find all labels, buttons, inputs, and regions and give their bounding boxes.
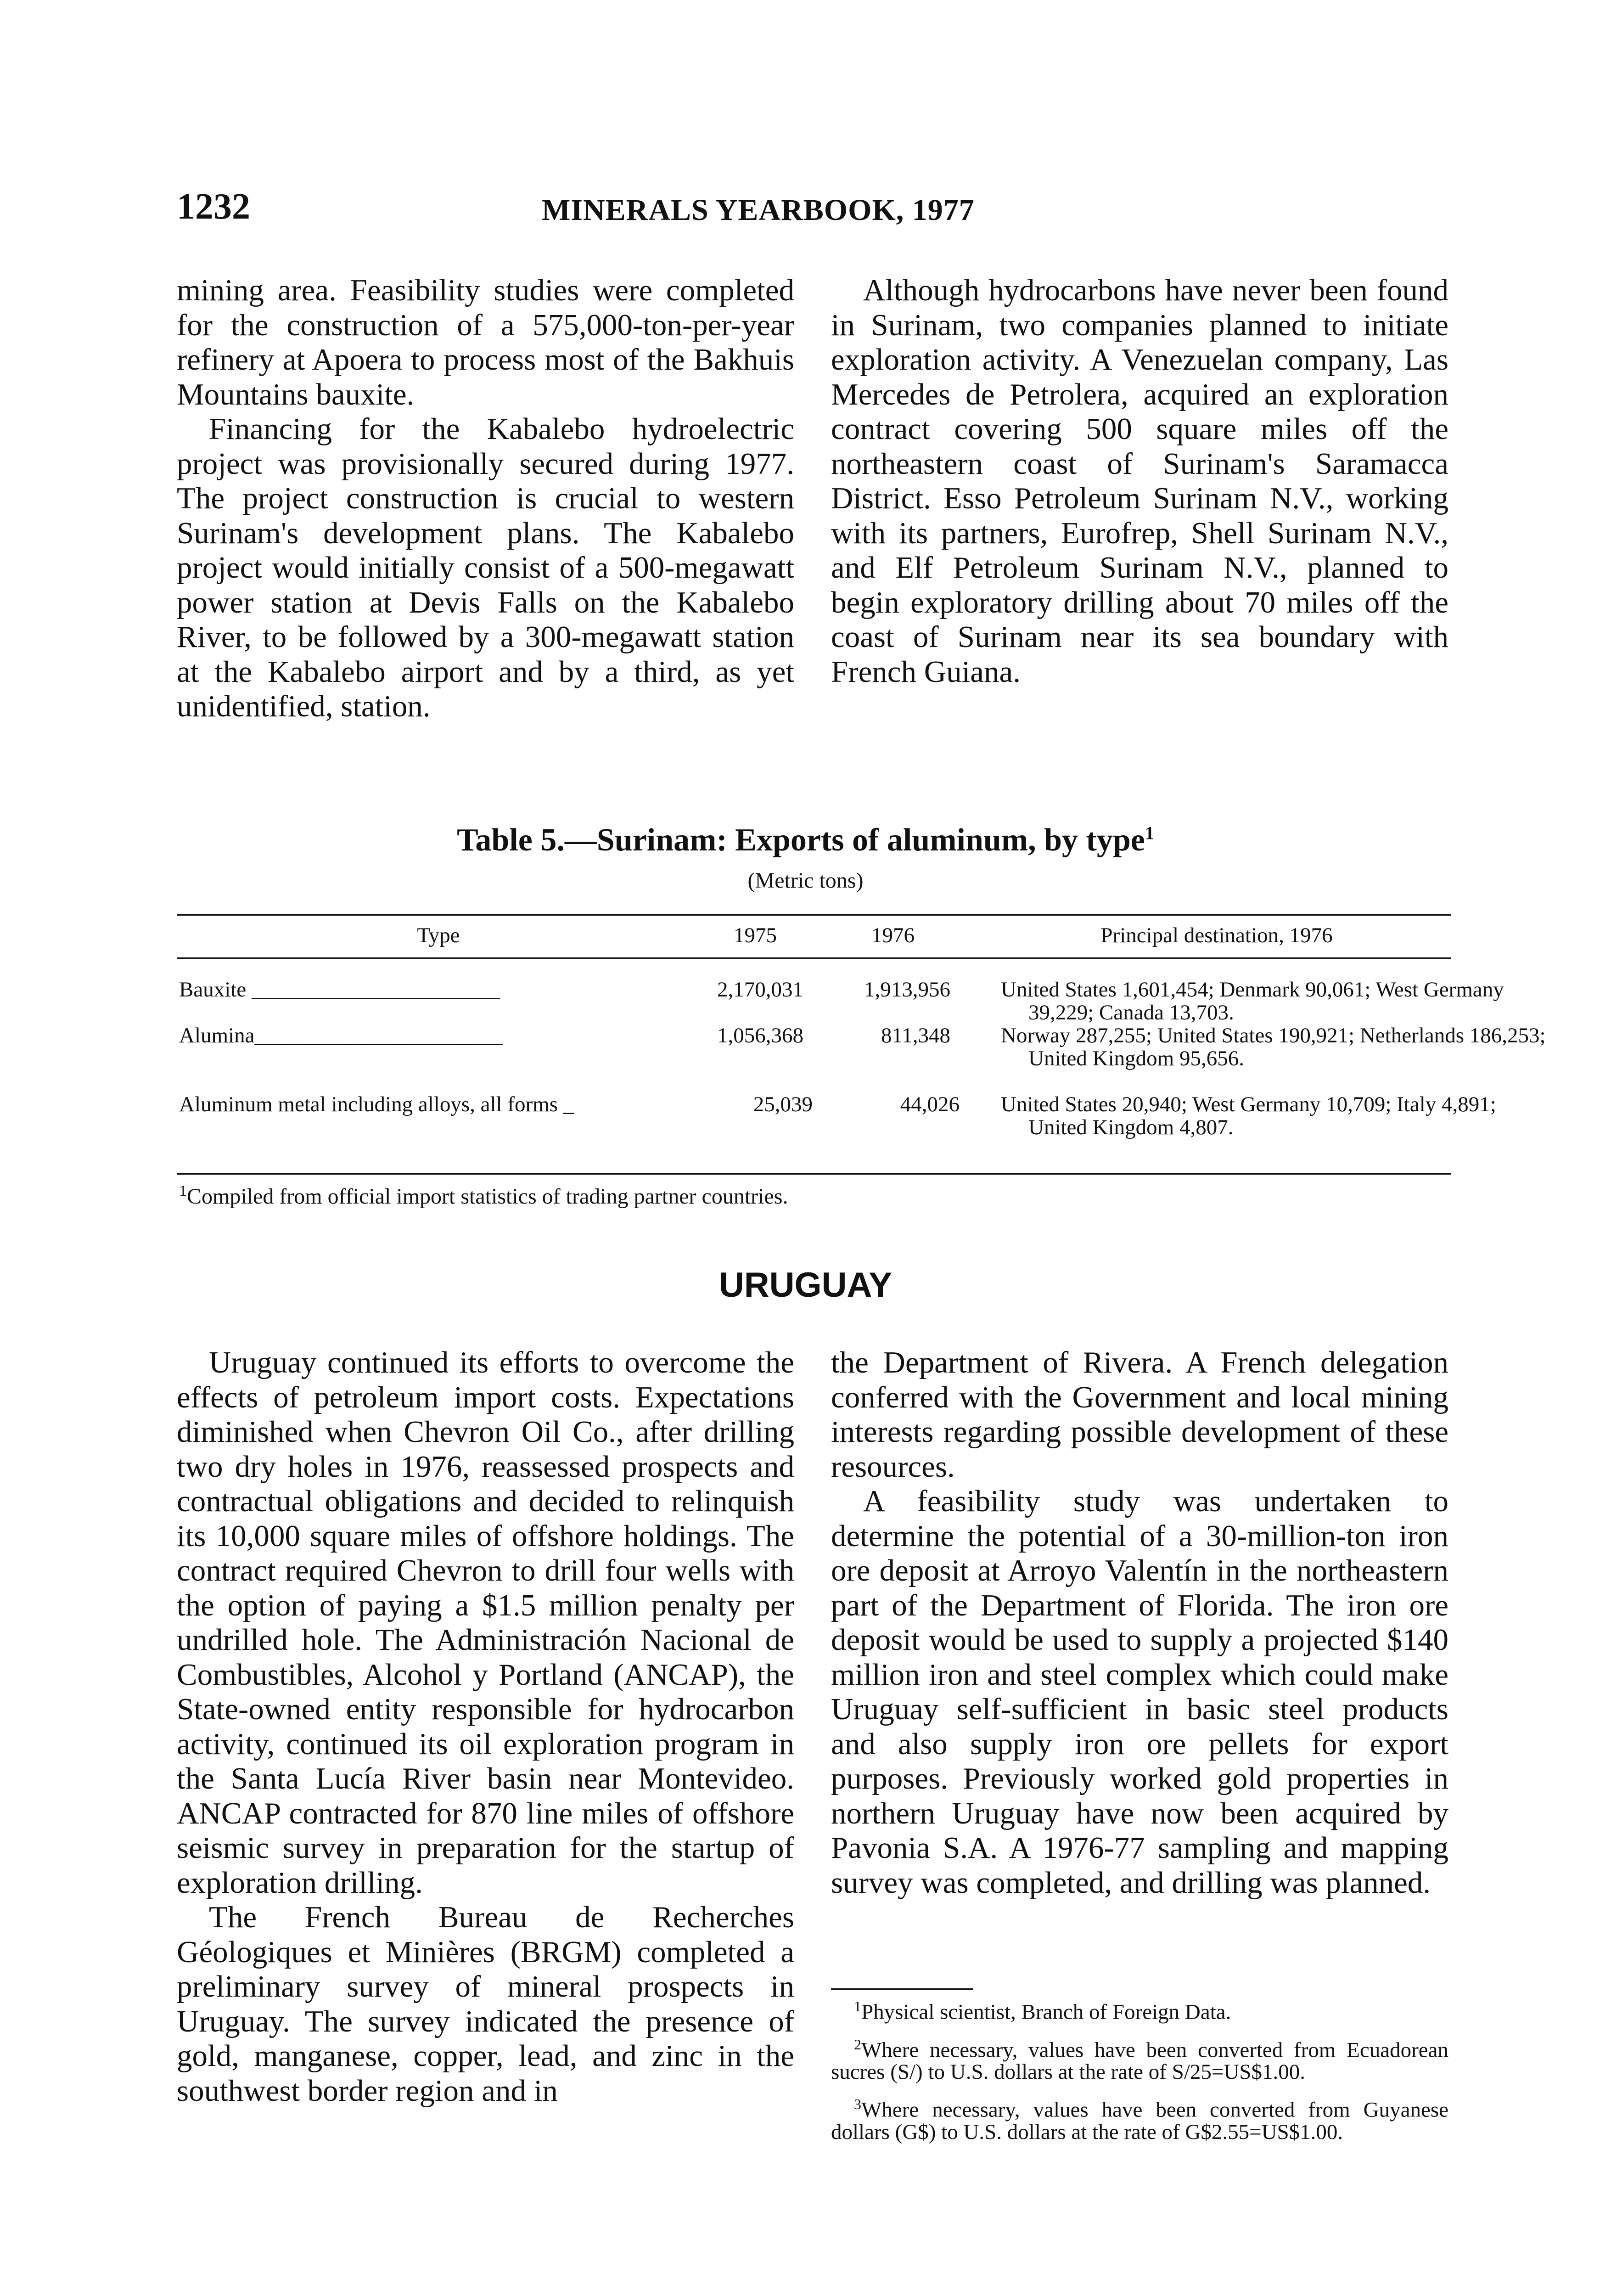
- running-title: MINERALS YEARBOOK, 1977: [542, 193, 975, 227]
- bottom-left-column: [177, 1345, 794, 2108]
- bottom-right-column: [831, 1345, 1448, 1900]
- destination-cell: Norway 287,255; United States 190,921; Netherlands 186,253; United Kingdom 95,656.: [1001, 1024, 1546, 1070]
- paragraph: Financing for the Kabalebo hydroelectric project was provisionally secured during 1977. The project construction is crucial to western Surinam's development plans. The Kabalebo project would initially consist of a 500-megawatt power station at Devis Falls on the Kabalebo River, to be followed by a 300-megawatt station at the Kabalebo airport and by a third, as yet unidentified, station.: [177, 412, 794, 723]
- table-row: [179, 1024, 503, 1047]
- footnote-marker: 2: [854, 2036, 861, 2053]
- table-top-rule: [177, 914, 1451, 916]
- destination-cell: United States 1,601,454; Denmark 90,061; West Germany 39,229; Canada 13,703.: [1001, 978, 1504, 1024]
- paragraph: mining area. Feasibility studies were completed for the construction of a 575,000-ton-per-year refinery at Apoera to process most of the Bakhuis Mountains bauxite.: [177, 273, 794, 411]
- header-1976: 1976: [871, 923, 915, 947]
- footnote: [831, 2093, 1448, 2143]
- leader-dots: _______________________: [254, 1024, 503, 1047]
- page-number: 1232: [177, 186, 250, 227]
- footnote-text: Where necessary, values have been converted from Ecuadorean sucres (S/) to U.S. dollars at the rate of S/25=US$1.00.: [831, 2038, 1448, 2084]
- leader-dots: _: [563, 1092, 574, 1116]
- value-1975: 25,039: [753, 1092, 813, 1116]
- table-title-footnote-ref: 1: [1145, 822, 1154, 844]
- section-title: URUGUAY: [718, 1266, 893, 1305]
- footnote: [831, 2033, 1448, 2083]
- table-row: [179, 1093, 574, 1116]
- value-1975: 2,170,031: [717, 978, 803, 1002]
- top-left-column: [177, 273, 794, 724]
- footnote: [831, 1995, 1448, 2023]
- paragraph: A feasibility study was undertaken to determine the potential of a 30-million-ton iron ore deposit at Arroyo Valentín in the northeastern part of the Department of Florida. The iron ore deposit would be used to supply a projected $140 million iron and steel complex which could make Uruguay self-sufficient in basic steel products and also supply iron ore pellets for export purposes. Previously worked gold properties in northern Uruguay have now been acquired by Pavonia S.A. A 1976-77 sampling and mapping survey was completed, and drilling was planned.: [831, 1484, 1448, 1900]
- footnote-marker: 1: [854, 1998, 861, 2015]
- paragraph: The French Bureau de Recherches Géologiques et Minières (BRGM) completed a preliminary survey of mineral prospects in Uruguay. The survey indicated the presence of gold, manganese, copper, lead, and zinc in the southwest border region and in: [177, 1900, 794, 2108]
- footnote-rule: [831, 1988, 973, 1990]
- paragraph: Uruguay continued its efforts to overcome the effects of petroleum import costs. Expectations diminished when Chevron Oil Co., after drilling two dry holes in 1976, reassessed prospects and contractual obligations and decided to relinquish its 10,000 square miles of offshore holdings. The contract required Chevron to drill four wells with the option of paying a $1.5 million penalty per undrilled hole. The Administración Nacional de Combustibles, Alcohol y Portland (ANCAP), the State-owned entity responsible for hydrocarbon activity, continued its oil exploration program in the Santa Lucía River basin near Montevideo. ANCAP contracted for 870 line miles of offshore seismic survey in preparation for the startup of exploration drilling.: [177, 1345, 794, 1900]
- destination-cell: United States 20,940; West Germany 10,709; Italy 4,891; United Kingdom 4,807.: [1001, 1092, 1496, 1139]
- header-type: Type: [417, 923, 460, 947]
- table-bottom-rule: [177, 1173, 1451, 1175]
- value-1976: 811,348: [881, 1024, 950, 1047]
- leader-dots: _______________________: [251, 978, 500, 1002]
- table-units: (Metric tons): [747, 868, 864, 893]
- type-cell: Alumina: [179, 1024, 255, 1047]
- header-destination: Principal destination, 1976: [1100, 923, 1333, 947]
- footnote-marker: 1: [179, 1182, 187, 1199]
- table-row: [179, 978, 500, 1001]
- value-1976: 1,913,956: [864, 978, 950, 1002]
- header-1975: 1975: [734, 923, 777, 947]
- footnote-text: Physical scientist, Branch of Foreign Data.: [861, 2000, 1231, 2024]
- value-1976: 44,026: [900, 1092, 960, 1116]
- paragraph: the Department of Rivera. A French delegation conferred with the Government and local mining interests regarding possible development of these resources.: [831, 1345, 1448, 1484]
- top-right-column: [831, 273, 1448, 689]
- table-header-rule: [177, 957, 1451, 959]
- type-cell: Aluminum metal including alloys, all forms: [179, 1092, 558, 1116]
- paragraph: Although hydrocarbons have never been found in Surinam, two companies planned to initiate exploration activity. A Venezuelan company, Las Mercedes de Petrolera, acquired an exploration contract covering 500 square miles off the northeastern coast of Surinam's Saramacca District. Esso Petroleum Surinam N.V., working with its partners, Eurofrep, Shell Surinam N.V., and Elf Petroleum Surinam N.V., planned to begin exploratory drilling about 70 miles off the coast of Surinam near its sea boundary with French Guiana.: [831, 273, 1448, 689]
- table-title-text: Table 5.—Surinam: Exports of aluminum, by type: [457, 822, 1145, 858]
- type-cell: Bauxite: [179, 978, 247, 1002]
- footnote-text: Where necessary, values have been converted from Guyanese dollars (G$) to U.S. dollars at the rate of G$2.55=US$1.00.: [831, 2098, 1448, 2144]
- table-footnote: [179, 1182, 788, 1209]
- table-footnote-text: Compiled from official import statistics of trading partner countries.: [187, 1184, 788, 1209]
- page-footnotes: [831, 1995, 1448, 2153]
- footnote-marker: 3: [854, 2096, 861, 2113]
- table-title: [0, 822, 1611, 859]
- value-1975: 1,056,368: [717, 1024, 803, 1047]
